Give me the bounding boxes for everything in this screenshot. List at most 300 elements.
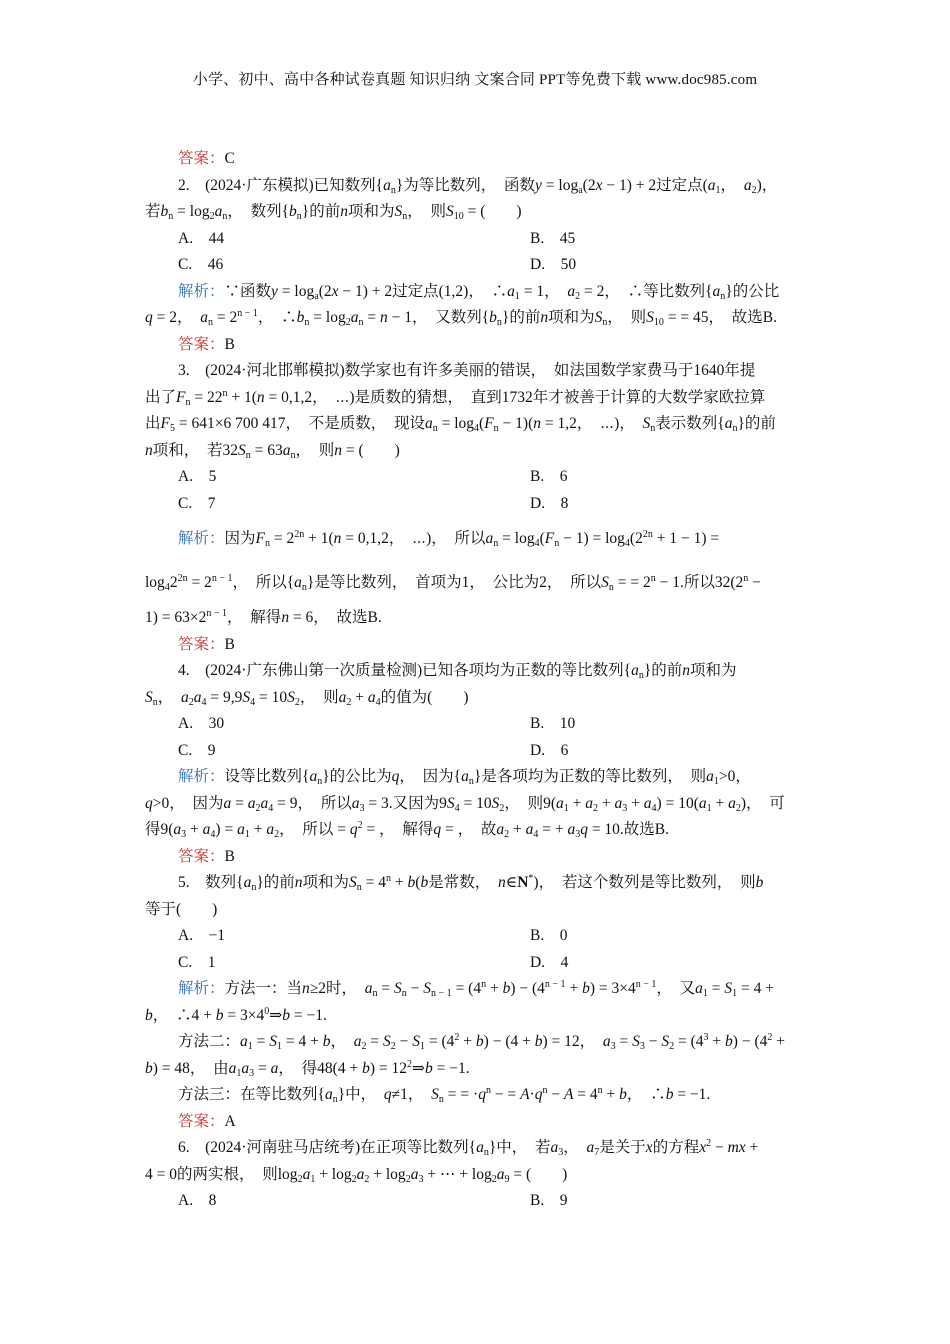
subscript: n bbox=[390, 184, 396, 196]
math-var: a bbox=[556, 794, 564, 812]
option-right: B. 9 bbox=[530, 1192, 568, 1209]
math-var: S bbox=[446, 794, 455, 812]
math-var: a bbox=[383, 176, 391, 194]
math-var: a bbox=[485, 530, 494, 547]
superscript: n − 1 bbox=[544, 979, 566, 990]
subscript: 2 bbox=[593, 802, 599, 814]
math-var: q bbox=[349, 821, 358, 838]
math-var: q bbox=[145, 794, 153, 812]
subscript: 1 bbox=[702, 988, 708, 999]
answer-line bbox=[145, 632, 810, 659]
subscript: 2 bbox=[294, 696, 300, 708]
subscript: 4 bbox=[210, 829, 216, 840]
math-var: a bbox=[712, 282, 721, 300]
math-var: n bbox=[145, 441, 153, 459]
subscript: 4 bbox=[454, 802, 460, 814]
subscript: n bbox=[290, 449, 296, 461]
subscript: 2 bbox=[751, 184, 757, 196]
subscript: 5 bbox=[169, 423, 175, 434]
math-var: S bbox=[594, 309, 603, 326]
subscript: 10 bbox=[653, 317, 664, 328]
math-var: x bbox=[645, 1139, 653, 1156]
subscript: n bbox=[720, 290, 726, 302]
answer-line bbox=[145, 332, 810, 359]
math-var: a bbox=[567, 282, 576, 300]
solution-label: 解析： bbox=[178, 768, 225, 785]
text-line: 解析：设等比数列$\{a_n\}$的公比为q， 因为$\{a_n\}$是各项均为正数的等比数列， 则$a_1>0$， bbox=[178, 768, 751, 787]
page-header: 小学、初中、高中各种试卷真题 知识归纳 文案合同 PPT等免费下载 www.doc985.com bbox=[192, 72, 758, 88]
answer-value: C bbox=[224, 150, 235, 167]
math-var: a bbox=[294, 574, 302, 591]
math-var: a bbox=[496, 1165, 505, 1183]
math-var: n bbox=[294, 874, 303, 891]
math-var: b bbox=[362, 1059, 370, 1077]
text-line: 方法三：在等比数列$\{a_n\}$中， q≠1， $S_n$ = = $\cdot q^n$ − = $A\cdot q^n - A = 4^n + b$， ∴b = −1. bbox=[178, 1085, 711, 1105]
subscript: 3 bbox=[181, 829, 187, 840]
math-var: a bbox=[586, 1139, 595, 1156]
math-var: n bbox=[497, 874, 506, 891]
subscript: n bbox=[608, 582, 614, 593]
option-left: C. 46 bbox=[178, 256, 224, 273]
superscript: 2 bbox=[767, 1032, 773, 1043]
subscript: 3 bbox=[418, 1173, 424, 1185]
superscript: n bbox=[386, 873, 392, 884]
math-var: a bbox=[614, 794, 623, 812]
subscript: a bbox=[578, 184, 583, 196]
math-var: a bbox=[550, 1139, 559, 1156]
subscript: 4 bbox=[250, 696, 256, 708]
math-var: a bbox=[193, 688, 202, 706]
math-var: b bbox=[755, 874, 764, 891]
superscript: 2 bbox=[357, 820, 363, 831]
math-var: a bbox=[237, 821, 245, 838]
subscript: n bbox=[168, 211, 174, 222]
option-row bbox=[145, 711, 810, 738]
math-var: a bbox=[241, 1059, 250, 1077]
math-var: n bbox=[334, 441, 343, 459]
math-var: a bbox=[282, 441, 291, 459]
math-var: q bbox=[391, 768, 400, 785]
subscript: n bbox=[602, 317, 608, 328]
text-line: q = 2， $a_n = 2^{n - 1}$， $\therefore b_n = \log_2a_n = n - 1$， 又数列$\{b_n\}$的前n项和为$S_n$， 则$S_{10}$ = = 45， 故选B. bbox=[145, 308, 777, 328]
math-var: a bbox=[507, 282, 515, 300]
subscript: n bbox=[372, 988, 378, 999]
math-var: A bbox=[520, 1086, 530, 1103]
answer-label: 答案： bbox=[178, 150, 225, 167]
subscript: n bbox=[251, 882, 257, 893]
math-var: q bbox=[534, 1086, 543, 1103]
subscript: 3 bbox=[622, 802, 628, 814]
text-line: 4. (2024·广东佛山第一次质量检测)已知各项均为正数的等比数列$\{a_n\}$的前n项和为 bbox=[178, 662, 737, 681]
math-var: a bbox=[270, 1059, 279, 1077]
math-var: S bbox=[287, 688, 295, 706]
math-var: S bbox=[423, 980, 432, 997]
answer-value: B bbox=[224, 335, 235, 353]
subscript: n bbox=[650, 423, 656, 434]
subscript: 1 bbox=[563, 802, 569, 814]
math-var: q bbox=[478, 1086, 486, 1103]
math-var: n bbox=[540, 309, 549, 326]
superscript: n bbox=[542, 1085, 548, 1096]
subscript: 1 bbox=[514, 290, 520, 302]
subscript: n bbox=[732, 423, 738, 434]
subscript: 2 bbox=[274, 829, 280, 840]
superscript: n − 1 bbox=[237, 308, 258, 319]
math-var: b bbox=[725, 1033, 733, 1050]
subscript: 2 bbox=[209, 211, 215, 222]
math-var: a bbox=[496, 821, 505, 838]
math-var: a bbox=[728, 794, 736, 812]
math-var: a bbox=[631, 662, 639, 679]
subscript: 1 bbox=[715, 184, 721, 196]
text-line: 3. (2024·河北邯郸模拟)数学家也有许多美丽的错误， 如法国数学家费马于1640年提 bbox=[178, 362, 756, 379]
subscript: n bbox=[496, 317, 502, 328]
subscript: n bbox=[317, 776, 323, 787]
subscript: 4 bbox=[534, 538, 540, 549]
math-var: S bbox=[349, 874, 357, 891]
subscript: 1 bbox=[706, 802, 712, 814]
math-var: F bbox=[255, 530, 265, 547]
math-var: b bbox=[282, 1006, 290, 1024]
subscript: 1 bbox=[277, 1041, 283, 1052]
superscript: n − 1 bbox=[206, 608, 228, 619]
subscript: 2 bbox=[297, 1173, 303, 1185]
subscript: 2 bbox=[361, 1041, 367, 1052]
subscript: n bbox=[432, 423, 438, 434]
math-var: a bbox=[367, 688, 376, 706]
subscript: 4 bbox=[201, 696, 207, 708]
subscript: 1 bbox=[713, 776, 719, 787]
answer-line bbox=[145, 146, 810, 173]
math-var: a bbox=[602, 1033, 611, 1050]
math-var: x bbox=[595, 176, 603, 194]
answer-label: 答案： bbox=[178, 847, 225, 865]
superscript: 2n bbox=[294, 529, 305, 540]
text-line: 6. (2024·河南驻马店统考)在正项等比数列$\{a_n\}$中， 若$a_3$， $a_7$是关于x的方程$x^2$ − mx + bbox=[178, 1138, 759, 1158]
option-left: A. 5 bbox=[178, 468, 217, 485]
answer-value: B bbox=[224, 635, 235, 653]
math-var: a bbox=[410, 1165, 419, 1183]
answer-label: 答案： bbox=[178, 1112, 225, 1130]
text-line: 得$9(a_3 + a_4) = a_1 + a_2$， 所以 = $q^2$ = ， 解得q = ， 故$a_2 + a_4$ = + $a_3q = 10$.故选B. bbox=[145, 820, 670, 840]
subscript: 1 bbox=[236, 1067, 242, 1079]
option-row bbox=[145, 464, 810, 491]
text-line: $\log_42^{2n} = 2^{n - 1}$， 所以$\{a_n\}$是等比数列， 首项为1， 公比为2， 所以$S_n$ = = $2^n - 1$.所以$32(2^n$ − bbox=[145, 573, 761, 593]
math-var: n bbox=[302, 980, 310, 997]
math-var: a bbox=[247, 794, 256, 812]
text-line: 5. 数列$\{a_n\}$的前n项和为$S_n = 4^n + b(b$是常数， n∈N*)， 若这个数列是等比数列， 则b bbox=[178, 873, 764, 893]
math-var: a bbox=[223, 794, 232, 812]
subscript: 1 bbox=[244, 829, 250, 840]
math-var: S bbox=[145, 688, 153, 706]
option-row bbox=[145, 1188, 810, 1215]
math-var: a bbox=[202, 821, 211, 838]
math-var: S bbox=[269, 1033, 278, 1050]
math-var: mx bbox=[727, 1139, 746, 1156]
subscript: n bbox=[554, 538, 560, 549]
math-var: q bbox=[433, 821, 442, 838]
text-line: 解析：因为$F_n = 2^{2n} + 1(n = 0,1,2$， ⋯)， 所以$a_n = \log_4(F_n - 1) = \log_4(2^{2n} + 1 - 1)$ = bbox=[178, 529, 720, 549]
subscript: 9 bbox=[504, 1173, 510, 1185]
math-var: A bbox=[563, 1086, 574, 1103]
math-var: b bbox=[619, 1086, 627, 1103]
math-set: N bbox=[517, 874, 529, 891]
text-line: 出了$F_n = 22^n + 1(n = 0,1,2$， ⋯)是质数的猜想， 直到1732年才被善于计算的大数学家欧拉算 bbox=[145, 387, 766, 408]
subscript: 4 bbox=[164, 582, 170, 593]
option-right: D. 4 bbox=[530, 953, 569, 971]
text-line: 2. (2024·广东模拟)已知数列$\{a_n\}$为等比数列， 函数$y = \log_a(2x - 1) + 2$过定点($a_1$， $a_2$)， bbox=[178, 176, 778, 196]
math-var: S bbox=[412, 1033, 421, 1050]
subscript: n bbox=[402, 211, 408, 222]
math-var: a bbox=[214, 203, 223, 220]
subscript: 2 bbox=[345, 317, 351, 328]
math-var: b bbox=[534, 1033, 543, 1050]
subscript: 2 bbox=[364, 1173, 370, 1185]
option-row bbox=[145, 923, 810, 950]
answer-label: 答案： bbox=[178, 635, 225, 653]
superscript: n bbox=[650, 573, 656, 584]
subscript: 2 bbox=[346, 696, 352, 708]
subscript: n bbox=[401, 988, 407, 999]
math-var: a bbox=[356, 1165, 365, 1183]
subscript: n bbox=[356, 882, 362, 893]
math-var: S bbox=[491, 794, 500, 812]
text-line: 若$b_n = \log_2a_n$， 数列$\{b_n\}$的前n项和为$S_n$， 则$S_{10}$ = ( ) bbox=[145, 203, 522, 222]
subscript: n bbox=[468, 776, 474, 787]
option-left: C. 9 bbox=[178, 741, 216, 759]
subscript: 2 bbox=[669, 1041, 675, 1052]
subscript: 2 bbox=[390, 1041, 396, 1052]
subscript: 2 bbox=[188, 696, 194, 708]
text-line: 解析：∵函数$y = \log_a(2x - 1) + 2$过定点(1,2)， $\therefore a_1 = 1$， $a_2 = 2$， ∴等比数列$\{a_n\}$的公比 bbox=[178, 282, 780, 302]
math-var: a bbox=[228, 1059, 237, 1077]
superscript: n bbox=[743, 573, 749, 584]
solution-label: 解析： bbox=[178, 530, 225, 547]
math-var: b bbox=[665, 1086, 674, 1103]
subscript: 3 bbox=[558, 1147, 564, 1158]
subscript: n bbox=[483, 1147, 489, 1158]
math-var: a bbox=[351, 794, 360, 812]
math-var: a bbox=[200, 309, 208, 326]
math-var: b bbox=[289, 203, 297, 220]
solution-label: 解析： bbox=[178, 980, 225, 997]
math-var: y bbox=[271, 282, 278, 300]
math-var: F bbox=[544, 530, 555, 547]
option-left: A. 8 bbox=[178, 1192, 217, 1209]
subscript: n bbox=[296, 211, 302, 222]
math-var: n bbox=[281, 609, 290, 626]
subscript: 2 bbox=[491, 1173, 497, 1185]
subscript: 7 bbox=[594, 1147, 600, 1158]
subscript: 2 bbox=[351, 1173, 357, 1185]
superscript: 2 bbox=[454, 1032, 460, 1043]
math-var: a bbox=[338, 688, 347, 706]
math-var: a bbox=[724, 415, 733, 432]
subscript: 4 bbox=[375, 696, 381, 708]
subscript: n bbox=[152, 696, 158, 708]
subscript: n bbox=[438, 1094, 444, 1105]
math-var: b bbox=[407, 874, 416, 891]
superscript: n bbox=[481, 979, 487, 990]
subscript: n bbox=[332, 1094, 338, 1105]
math-var: a bbox=[461, 768, 469, 785]
option-right: B. 6 bbox=[530, 468, 568, 485]
subscript: n − 1 bbox=[431, 988, 452, 999]
math-var: b bbox=[489, 309, 497, 326]
math-var: F bbox=[484, 415, 494, 432]
math-var: S bbox=[601, 574, 609, 591]
math-var: S bbox=[642, 415, 651, 432]
subscript: 4 bbox=[474, 423, 480, 434]
math-var: b bbox=[160, 203, 169, 220]
math-var: F bbox=[176, 388, 186, 406]
subscript: 3 bbox=[249, 1067, 255, 1079]
math-var: x bbox=[699, 1139, 707, 1156]
math-var: b bbox=[145, 1059, 153, 1077]
math-var: a bbox=[706, 768, 714, 785]
math-var: a bbox=[240, 1033, 248, 1050]
answer-value: A bbox=[224, 1112, 236, 1130]
subscript: n bbox=[638, 670, 644, 681]
superscript: n bbox=[485, 1085, 491, 1096]
math-var: S bbox=[446, 203, 454, 220]
math-var: S bbox=[632, 1033, 640, 1050]
math-var: S bbox=[394, 203, 403, 220]
option-row bbox=[145, 738, 810, 765]
superscript: n bbox=[222, 387, 228, 399]
math-var: b bbox=[145, 1006, 153, 1024]
math-var: b bbox=[502, 980, 511, 997]
math-var: a bbox=[302, 1165, 311, 1183]
superscript: 0 bbox=[264, 1005, 270, 1017]
math-var: a bbox=[309, 768, 318, 785]
math-var: a bbox=[266, 821, 275, 838]
text-line: 等于( ) bbox=[145, 900, 218, 918]
math-var: F bbox=[160, 415, 170, 432]
subscript: n bbox=[493, 423, 499, 434]
math-var: n bbox=[340, 203, 348, 220]
option-left: A. 30 bbox=[178, 715, 225, 732]
math-var: x bbox=[331, 282, 339, 300]
answer-label: 答案： bbox=[178, 335, 225, 353]
math-var: S bbox=[431, 1086, 439, 1103]
subscript: 2 bbox=[504, 829, 510, 840]
subscript: n bbox=[265, 538, 270, 549]
subscript: a bbox=[314, 290, 319, 302]
subscript: 4 bbox=[624, 538, 630, 549]
text-line: $S_n$， $a_2a_4 = 9,9S_4 = 10S_2$， 则$a_2 + a_4$的值为( ) bbox=[145, 688, 469, 708]
superscript: 2n bbox=[642, 529, 653, 540]
math-var: b bbox=[475, 1033, 484, 1050]
math-var: q bbox=[383, 1086, 392, 1103]
math-var: a bbox=[353, 1033, 362, 1050]
math-var: S bbox=[242, 688, 251, 706]
math-var: S bbox=[646, 309, 654, 326]
math-var: a bbox=[698, 794, 707, 812]
math-var: b bbox=[424, 1059, 433, 1077]
subscript: 3 bbox=[610, 1041, 616, 1052]
math-var: n bbox=[682, 662, 691, 679]
answer-line bbox=[145, 844, 810, 871]
math-var: b bbox=[296, 309, 305, 326]
math-var: S bbox=[661, 1033, 670, 1050]
subscript: 4 bbox=[268, 802, 274, 814]
subscript: n bbox=[245, 449, 251, 461]
text-line: n项和， 若$32S_n = 63a_n$， 则n = ( ) bbox=[145, 441, 400, 461]
math-var: n bbox=[379, 309, 388, 326]
subscript: n bbox=[185, 396, 191, 408]
text-line: 方法二：$a_1 = S_1 = 4 + b$， $a_2 = S_2 - S_1 = (4^2 + b) - (4 + b) = 12$， $a_3 = S_3 - S_2 = (4^3 + b) - (4^2$ + bbox=[178, 1032, 785, 1052]
math-var: a bbox=[695, 980, 703, 997]
math-var: a bbox=[173, 821, 182, 838]
math-var: a bbox=[707, 176, 716, 194]
superscript: n − 1 bbox=[635, 979, 657, 990]
option-right: B. 0 bbox=[530, 927, 568, 944]
math-var: a bbox=[743, 176, 752, 194]
math-var: y bbox=[535, 176, 542, 194]
math-var: a bbox=[243, 874, 252, 891]
math-var: q bbox=[580, 821, 588, 838]
math-var: b bbox=[215, 1006, 224, 1024]
math-var: S bbox=[238, 441, 246, 459]
subscript: n bbox=[208, 317, 213, 328]
math-var: b bbox=[582, 980, 590, 997]
subscript: 4 bbox=[533, 829, 539, 840]
option-right: B. 10 bbox=[530, 715, 576, 732]
text-line: 出$F_5 = 641\times 6$ 700 417， 不是质数， 现设$a_n = \log_4(F_n - 1)(n = 1,2$， ⋯)， $S_n$表示数列$\{a_n\}$的前 bbox=[145, 415, 776, 434]
subscript: 2 bbox=[405, 1173, 411, 1185]
subscript: 1 bbox=[310, 1173, 316, 1185]
document-body bbox=[145, 146, 810, 1215]
subscript: 3 bbox=[575, 829, 581, 840]
math-var: S bbox=[394, 980, 402, 997]
subscript: 4 bbox=[651, 802, 657, 814]
subscript: 1 bbox=[420, 1041, 426, 1052]
answer-line bbox=[145, 1109, 810, 1136]
superscript: n bbox=[597, 1085, 603, 1096]
math-var: S bbox=[383, 1033, 391, 1050]
subscript: 10 bbox=[453, 211, 464, 222]
option-right: D. 8 bbox=[530, 494, 569, 512]
subscript: n bbox=[222, 211, 228, 222]
option-right: B. 45 bbox=[530, 229, 576, 247]
text-line: b， ∴4 + $b = 3\times 4^0\Rightarrow b = -1$. bbox=[145, 1005, 327, 1024]
option-row bbox=[145, 491, 810, 518]
subscript: 2 bbox=[735, 802, 741, 814]
option-right: D. 6 bbox=[530, 741, 569, 759]
subscript: n bbox=[304, 317, 310, 328]
math-var: a bbox=[260, 794, 269, 812]
subscript: 2 bbox=[255, 802, 261, 814]
math-var: a bbox=[350, 309, 359, 326]
math-var: S bbox=[724, 980, 733, 997]
subscript: n bbox=[358, 317, 364, 328]
math-var: a bbox=[424, 415, 433, 432]
subscript: n bbox=[301, 582, 307, 593]
option-row bbox=[145, 252, 810, 279]
option-left: C. 7 bbox=[178, 494, 216, 512]
math-var: a bbox=[181, 688, 189, 706]
option-row bbox=[145, 226, 810, 253]
superscript: 2n bbox=[177, 573, 188, 584]
superscript: * bbox=[528, 873, 534, 884]
answer-value: B bbox=[224, 847, 235, 865]
subscript: 1 bbox=[732, 988, 738, 999]
math-var: a bbox=[585, 794, 594, 812]
text-line: b) = 48， 由$a_1a_3 = a$， 得$48(4 + b) = 12^2\Rightarrow b = -1$. bbox=[145, 1058, 470, 1079]
subscript: 3 bbox=[639, 1041, 645, 1052]
solution-label: 解析： bbox=[178, 282, 225, 300]
